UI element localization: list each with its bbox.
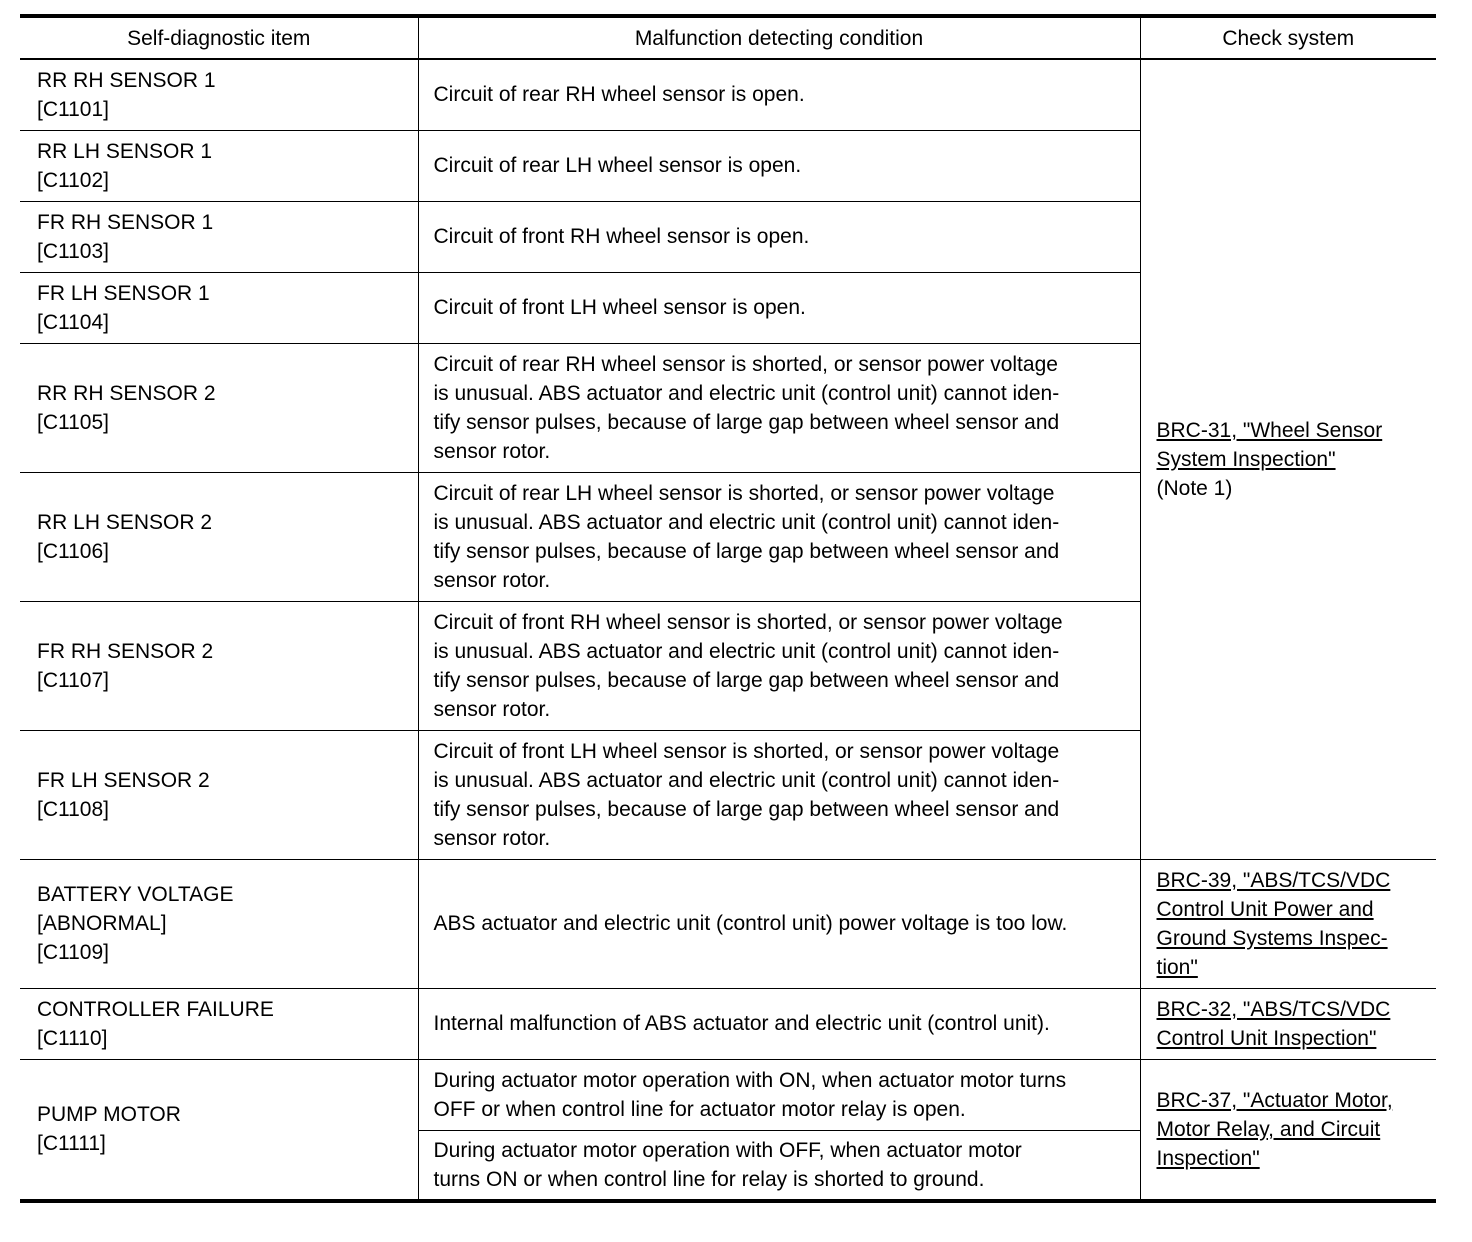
condition-text: tify sensor pulses, because of large gap between wheel sensor and <box>433 539 1060 563</box>
link-actuator-motor-inspection[interactable] <box>1157 1086 1433 1173</box>
condition-text: OFF or when control line for actuator motor relay is open. <box>433 1097 966 1121</box>
item-code: [C1107] <box>37 668 109 692</box>
diagnostic-item <box>20 859 418 988</box>
condition-text: tify sensor pulses, because of large gap between wheel sensor and <box>433 797 1060 821</box>
link-text[interactable]: Motor Relay, and Circuit <box>1156 1117 1381 1141</box>
malfunction-condition <box>418 130 1140 201</box>
item-code: [C1105] <box>37 410 109 434</box>
condition-text: Circuit of rear LH wheel sensor is open. <box>433 154 802 177</box>
malfunction-condition <box>418 201 1140 272</box>
condition-text: sensor rotor. <box>433 826 551 850</box>
malfunction-condition <box>418 272 1140 343</box>
item-name: RR RH SENSOR 1 <box>37 68 216 92</box>
item-code: [C1103] <box>37 239 109 263</box>
item-name: RR RH SENSOR 2 <box>37 381 216 405</box>
item-name: PUMP MOTOR <box>37 1103 181 1127</box>
condition-text: Circuit of rear RH wheel sensor is open. <box>433 83 805 107</box>
condition-text: Circuit of front LH wheel sensor is shorted, or sensor power voltage <box>433 739 1060 763</box>
condition-text: Circuit of front LH wheel sensor is open. <box>433 296 806 319</box>
diagnostic-item <box>20 343 418 472</box>
link-wheel-sensor-inspection[interactable] <box>1157 416 1433 474</box>
self-diagnostic-table <box>20 14 1436 1203</box>
malfunction-condition <box>418 601 1140 730</box>
diagnostic-item <box>20 130 418 201</box>
table-row <box>20 859 1436 988</box>
diagnostic-item <box>20 730 418 859</box>
link-text[interactable]: BRC-39, "ABS/TCS/VDC <box>1156 868 1391 892</box>
item-code: [C1101] <box>37 97 109 121</box>
item-code: [C1108] <box>37 797 109 821</box>
condition-text: During actuator motor operation with OFF, when actuator motor <box>433 1138 1022 1162</box>
table-row <box>20 988 1436 1059</box>
link-text[interactable]: Control Unit Inspection" <box>1156 1026 1377 1050</box>
diagnostic-item <box>20 201 418 272</box>
diagnostic-item <box>20 1059 418 1201</box>
condition-text: sensor rotor. <box>433 439 551 463</box>
link-text[interactable]: BRC-31, "Wheel Sensor <box>1156 418 1383 442</box>
link-text[interactable]: Ground Systems Inspec- <box>1156 926 1388 950</box>
link-control-unit-inspection[interactable] <box>1157 995 1433 1053</box>
malfunction-condition <box>418 988 1140 1059</box>
link-text[interactable]: Inspection" <box>1156 1146 1260 1170</box>
check-system-wheel-sensor <box>1140 59 1436 859</box>
malfunction-condition <box>418 59 1140 130</box>
malfunction-condition <box>418 1130 1140 1201</box>
link-text[interactable]: System Inspection" <box>1156 447 1336 471</box>
item-name: FR LH SENSOR 1 <box>37 281 210 305</box>
condition-text: is unusual. ABS actuator and electric unit (control unit) cannot iden- <box>433 381 1060 405</box>
item-name: RR LH SENSOR 1 <box>37 139 213 163</box>
condition-text: Circuit of rear LH wheel sensor is shorted, or sensor power voltage <box>433 481 1055 505</box>
item-name: FR RH SENSOR 1 <box>37 210 214 234</box>
diagnostic-item <box>20 601 418 730</box>
item-name: FR LH SENSOR 2 <box>37 768 210 792</box>
diagnostic-item <box>20 472 418 601</box>
malfunction-condition <box>418 343 1140 472</box>
condition-text: turns ON or when control line for relay is shorted to ground. <box>433 1167 985 1191</box>
check-system-actuator-motor <box>1140 1059 1436 1201</box>
diagnostic-item <box>20 988 418 1059</box>
malfunction-condition <box>418 859 1140 988</box>
condition-text: Internal malfunction of ABS actuator and electric unit (control unit). <box>433 1012 1050 1035</box>
link-text[interactable]: BRC-37, "Actuator Motor, <box>1156 1088 1393 1112</box>
item-qualifier: [ABNORMAL] <box>37 912 167 935</box>
table-row <box>20 1059 1436 1130</box>
item-code: [C1102] <box>37 168 109 192</box>
condition-text: is unusual. ABS actuator and electric unit (control unit) cannot iden- <box>433 510 1060 534</box>
check-system-power-ground <box>1140 859 1436 988</box>
link-text[interactable]: tion" <box>1156 955 1198 979</box>
item-code: [C1110] <box>37 1026 108 1050</box>
condition-text: tify sensor pulses, because of large gap between wheel sensor and <box>433 410 1060 434</box>
diagnostic-item <box>20 59 418 130</box>
item-name: CONTROLLER FAILURE <box>37 997 274 1021</box>
item-code: [C1106] <box>37 539 109 563</box>
header-malfunction-condition: Malfunction detecting condition <box>418 16 1140 59</box>
link-text[interactable]: BRC-32, "ABS/TCS/VDC <box>1156 997 1391 1021</box>
header-row <box>20 16 1436 59</box>
malfunction-condition <box>418 472 1140 601</box>
item-code: [C1104] <box>37 310 109 334</box>
condition-text: During actuator motor operation with ON, when actuator motor turns <box>433 1068 1067 1092</box>
malfunction-condition <box>418 1059 1140 1130</box>
condition-text: Circuit of front RH wheel sensor is shorted, or sensor power voltage <box>433 610 1063 634</box>
condition-text: is unusual. ABS actuator and electric unit (control unit) cannot iden- <box>433 639 1060 663</box>
condition-text: tify sensor pulses, because of large gap between wheel sensor and <box>433 668 1060 692</box>
malfunction-condition <box>418 730 1140 859</box>
header-self-diagnostic-item: Self-diagnostic item <box>20 16 418 59</box>
check-system-control-unit <box>1140 988 1436 1059</box>
table-row <box>20 59 1436 130</box>
condition-text: sensor rotor. <box>433 568 551 592</box>
header-check-system: Check system <box>1140 16 1436 59</box>
item-name: FR RH SENSOR 2 <box>37 639 214 663</box>
condition-text: sensor rotor. <box>433 697 551 721</box>
diagnostic-item <box>20 272 418 343</box>
condition-text: Circuit of rear RH wheel sensor is shorted, or sensor power voltage <box>433 352 1058 376</box>
link-power-ground-inspection[interactable] <box>1157 866 1433 982</box>
item-code: [C1109] <box>37 941 109 964</box>
condition-text: is unusual. ABS actuator and electric unit (control unit) cannot iden- <box>433 768 1060 792</box>
condition-text: ABS actuator and electric unit (control unit) power voltage is too low. <box>433 912 1068 935</box>
item-code: [C1111] <box>37 1132 106 1156</box>
link-text[interactable]: Control Unit Power and <box>1156 897 1374 921</box>
item-name: RR LH SENSOR 2 <box>37 510 213 534</box>
condition-text: Circuit of front RH wheel sensor is open. <box>433 225 810 248</box>
item-name: BATTERY VOLTAGE <box>37 883 234 906</box>
note-label: (Note 1) <box>1156 476 1233 500</box>
